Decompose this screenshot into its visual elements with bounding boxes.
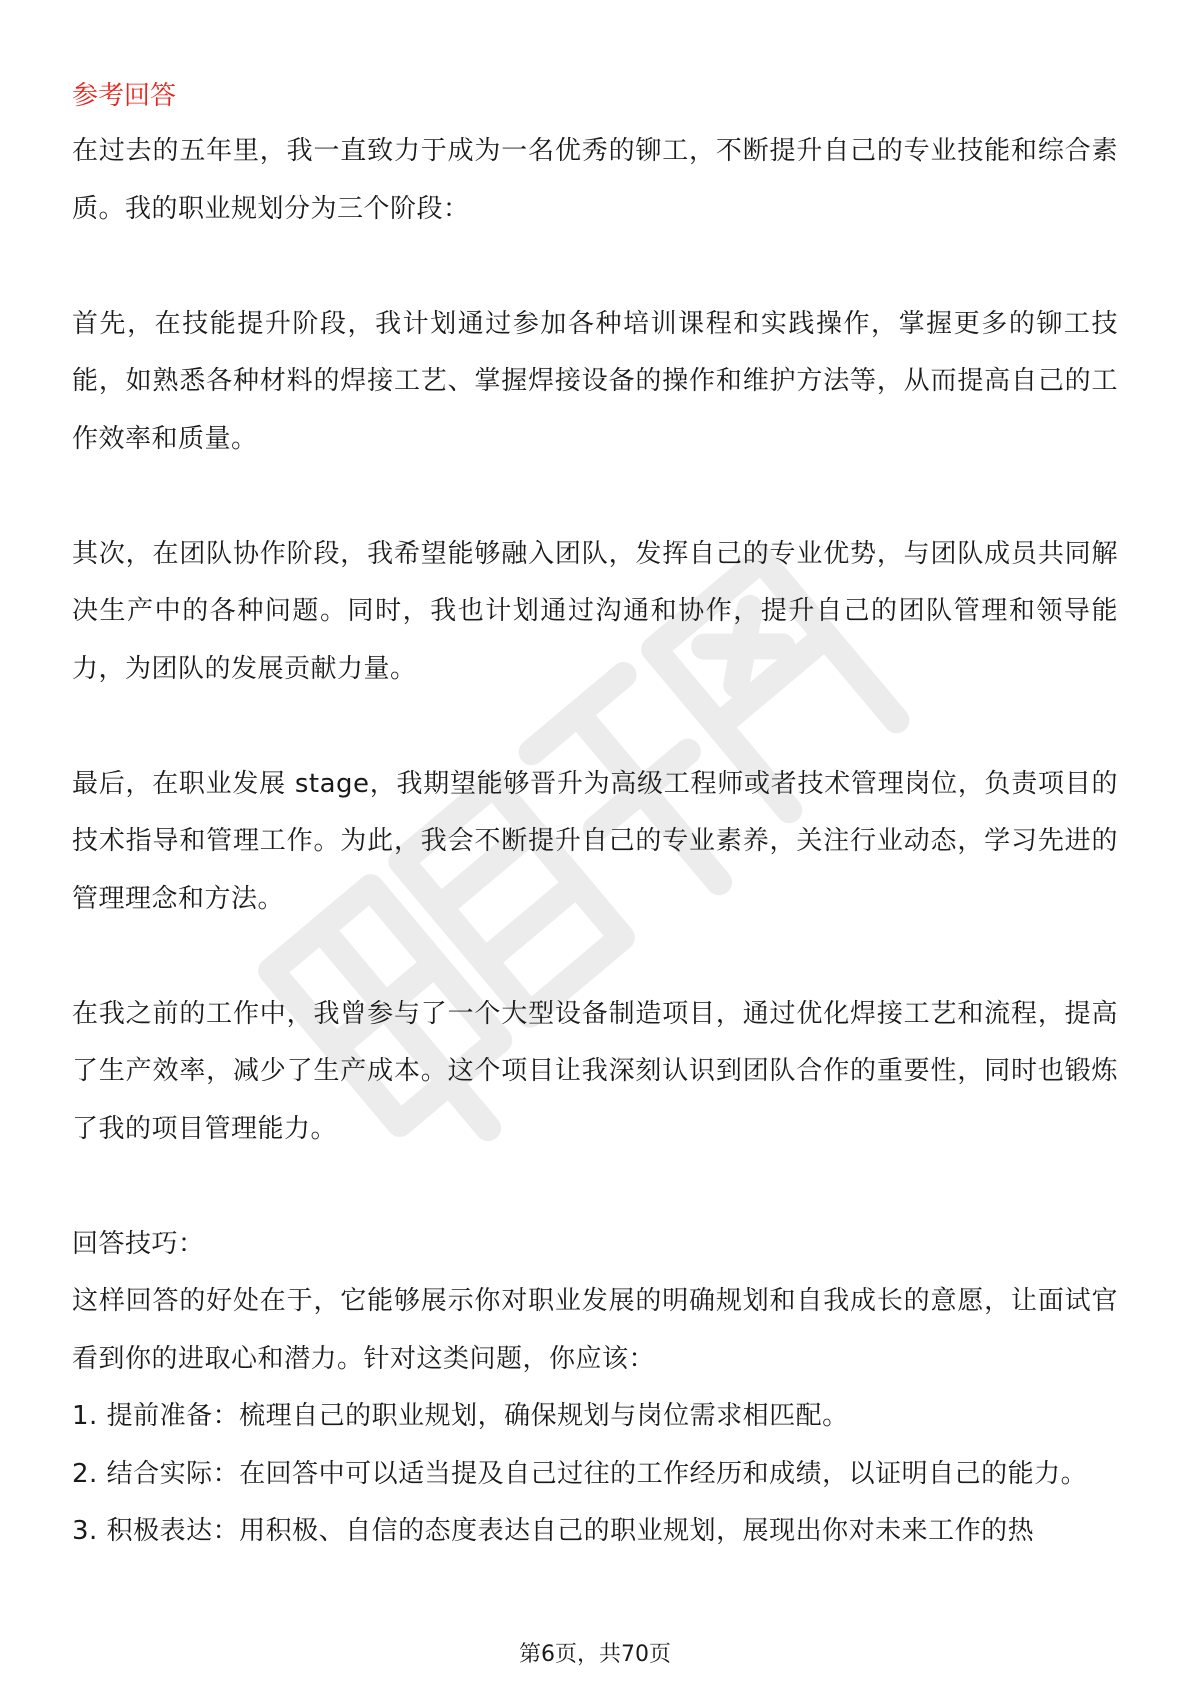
paragraph-career-stage: 最后，在职业发展 stage，我期望能够晋升为高级工程师或者技术管理岗位，负责项目的技术指导和管理工作。为此，我会不断提升自己的专业素养，关注行业动态，学习先进的管理理念和方法。 [72, 768, 1118, 914]
tips-item-prepare: 1. 提前准备：梳理自己的职业规划，确保规划与岗位需求相匹配。 [72, 1401, 849, 1431]
tips-item-express: 3. 积极表达：用积极、自信的态度表达自己的职业规划，展现出你对未来工作的热 [72, 1516, 1035, 1546]
paragraph-gap [72, 238, 1118, 296]
paragraph-skill-stage: 首先，在技能提升阶段，我计划通过参加各种培训课程和实践操作，掌握更多的铆工技能，如熟悉各种材料的焊接工艺、掌握焊接设备的操作和维护方法等，从而提高自己的工作效率和质量。 [72, 308, 1118, 454]
paragraph-gap [72, 468, 1118, 526]
tips-title: 回答技巧： [72, 1228, 205, 1259]
page-number-footer: 第6页，共70页 [519, 1642, 671, 1667]
reference-answer-heading: 参考回答 [72, 81, 177, 111]
paragraph-gap [72, 698, 1118, 756]
paragraph-experience: 在我之前的工作中，我曾参与了一个大型设备制造项目，通过优化焊接工艺和流程，提高了生产效率，减少了生产成本。这个项目让我深刻认识到团队合作的重要性，同时也锻炼了我的项目管理能力。 [72, 998, 1118, 1144]
tips-intro: 这样回答的好处在于，它能够展示你对职业发展的明确规划和自我成长的意愿，让面试官看到你的进取心和潜力。针对这类问题，你应该： [72, 1286, 1118, 1374]
document-body [72, 78, 1118, 1561]
paragraph-intro: 在过去的五年里，我一直致力于成为一名优秀的铆工，不断提升自己的专业技能和综合素质。我的职业规划分为三个阶段： [72, 136, 1118, 224]
paragraph-team-stage: 其次，在团队协作阶段，我希望能够融入团队，发挥自己的专业优势，与团队成员共同解决生产中的各种问题。同时，我也计划通过沟通和协作，提升自己的团队管理和领导能力，为团队的发展贡献力量。 [72, 538, 1118, 684]
tips-item-practice: 2. 结合实际：在回答中可以适当提及自己过往的工作经历和成绩，以证明自己的能力。 [72, 1458, 1088, 1489]
paragraph-gap [72, 928, 1118, 986]
tips-list [72, 1388, 1118, 1561]
paragraph-gap [72, 1158, 1118, 1216]
